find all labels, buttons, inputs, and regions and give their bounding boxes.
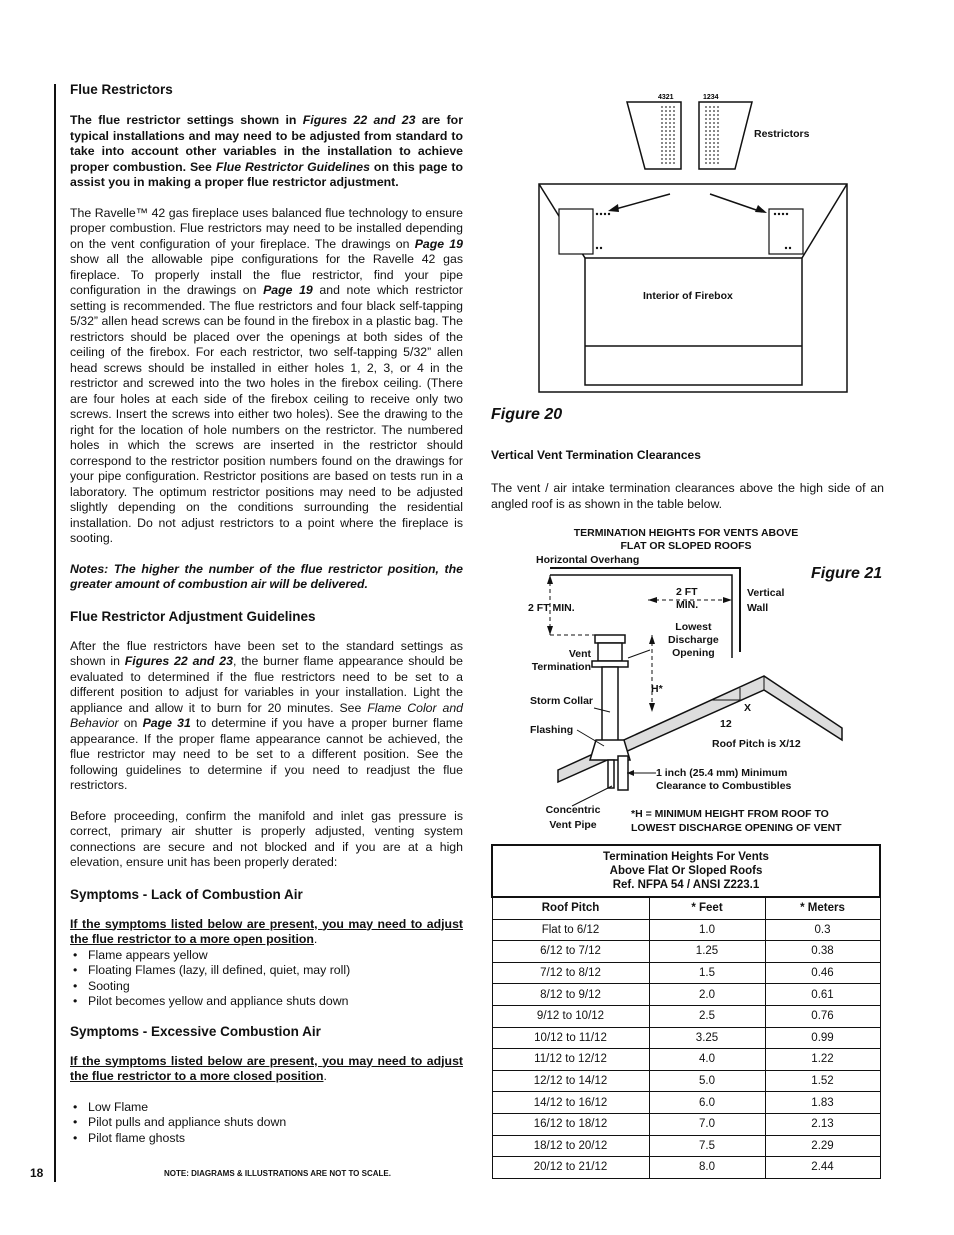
figure-21-label: Figure 21 [811,565,883,582]
table-row: 10/12 to 11/12 3.25 0.99 [492,1027,880,1049]
storm-collar-label: Storm Collar [530,695,594,707]
pitch-12-label: 12 [720,718,732,730]
firebox-interior [585,258,802,385]
list-item: • Sooting [70,979,463,995]
restrictor-right [699,102,752,169]
intro-paragraph: The flue restrictor settings shown in Figures 22 and 23 are for typical installations and may need to be adjusted from standard to take into account other variables in the installation to achieve proper combustion. See Flue Restrictor Guidelines on this page to assist you in making a proper flue restrictor adjustment. [70,113,464,189]
body-paragraph-2: After the flue restrictors have been set to the standard settings as shown in Figures 22 and 23, the burner flame appearance should be evaluated to determined if the flue restrictors need to be set to a different position to adjust for variables in your installation. Light the appliance and allow it to burn for 20 minutes. See Flame Color and Behavior on Page 31 to determine if you have a proper burner flame appearance. If the proper flame appearance cannot be achieved, the flue restrictor may need to be set to a different position. See the following guidelines to determine if you need to readjust the flue restrictors. [70,638,463,792]
page-number: 18 [30,1166,44,1180]
termination-heights-table [491,844,881,1179]
header-roof-pitch: Roof Pitch [492,897,649,919]
vent-termination-label: Vent Termination [531,648,591,673]
two-ft-min-top-label: 2 FT MIN. [676,586,699,611]
vertical-heading: Vertical Vent Termination Clearances [491,448,701,462]
margin-rule [54,84,56,1182]
list-item: • Flame appears yellow [70,948,463,964]
vertical-wall-label: Vertical Wall [747,587,785,614]
roof-pitch-label: Roof Pitch is X/12 [712,738,801,750]
table-row: 7/12 to 8/12 1.5 0.46 [492,962,880,984]
figure-21-title: TERMINATION HEIGHTS FOR VENTS ABOVE FLAT OR SLOPED ROOFS [573,527,799,552]
vertical-body: The vent / air intake termination clearances above the high side of an angled roof is as shown in the table below. [491,481,884,511]
restrictors-label: Restrictors [754,128,810,140]
footer-note: NOTE: DIAGRAMS & ILLUSTRATIONS ARE NOT TO SCALE. [164,1169,391,1178]
lack-instruction: If the symptoms listed below are present, you may need to adjust the flue restrictor to a more open position. [70,916,463,946]
table-row: 16/12 to 18/12 7.0 2.13 [492,1113,880,1135]
flashing-label: Flashing [530,724,574,736]
lack-symptom-list [70,948,463,1010]
notes-paragraph: Notes: The higher the number of the flue restrictor position, the greater amount of combustion air will be delivered. [70,561,463,591]
list-item: • Pilot pulls and appliance shuts down [70,1115,463,1131]
list-item: • Floating Flames (lazy, ill defined, quiet, may roll) [70,963,463,979]
table-header-row [492,897,880,919]
h-definition-note: *H = MINIMUM HEIGHT FROM ROOF TO LOWEST DISCHARGE OPENING OF VENT [631,808,842,834]
interior-firebox-label: Interior of Firebox [643,290,733,302]
table-row: Flat to 6/12 1.0 0.3 [492,919,880,941]
table-row: 9/12 to 10/12 2.5 0.76 [492,1005,880,1027]
header-feet: * Feet [649,897,765,919]
two-ft-min-left-label: 2 FT MIN. [528,602,575,614]
pitch-x-label: X [744,702,752,714]
restrictor-left-numbers: 4321 [658,94,674,101]
table-row: 14/12 to 16/12 6.0 1.83 [492,1092,880,1114]
figure-20-label: Figure 20 [491,406,563,423]
heading-excessive-combustion-air: Symptoms - Excessive Combustion Air [70,1023,321,1039]
table-row: 11/12 to 12/12 4.0 1.22 [492,1049,880,1071]
termination-heights-table-wrap [491,844,881,1179]
left-column [70,82,463,1146]
table-row: 18/12 to 20/12 7.5 2.29 [492,1135,880,1157]
body-paragraph-1: The Ravelle™ 42 gas fireplace uses balanced flue technology to ensure proper combustion. Flue restrictors may need to be installed depending on the vent configuration of your fireplace. The drawings on Page 19 show all the allowable pipe configurations for the Ravelle 42 gas fireplace. To properly install the flue restrictor, find your pipe configuration in the drawings on Page 19 and note which restrictor setting is recommended. The flue restrictors and four black self-tapping 5/32” allen head screws can be found in the firebox in a plastic bag. The restrictors should be placed over the openings at both sides of the ceiling of the firebox. For each restrictor, two self-tapping 5/32” allen head screws should be installed in either holes 1, 2, 3, or 4 in the restrictor and screwed into the two holes in the firebox ceiling. (There are four holes at each side of the firebox ceiling to receive only two screws. Insert the screws into either two holes). See the drawing to the right for the location of hole numbers on the restrictor. The numbered holes in which the screws are inserted in the restrictor should correspond to the restrictor position numbers found on the drawings for your pipe configuration. Restrictor positions are based on tests run in a laboratory. The optimum restrictor positions may need to be adjusted slightly depending on the conditions surrounding the residential installation. Do not adjust restrictors to a point where the fireplace is sooting. [70,205,463,545]
restrictor-right-numbers: 1234 [703,94,719,101]
header-meters: * Meters [765,897,880,919]
vent-cap [595,635,625,643]
figure-20-diagram [530,88,860,400]
heading-lack-combustion-air: Symptoms - Lack of Combustion Air [70,886,303,902]
table-row: 6/12 to 7/12 1.25 0.38 [492,941,880,963]
min-clearance-label: 1 inch (25.4 mm) Minimum Clearance to Combustibles [656,767,792,792]
heading-flue-restrictors: Flue Restrictors [70,82,173,97]
opening-left [559,209,593,254]
excess-symptom-list [70,1100,463,1147]
heading-adjustment-guidelines: Flue Restrictor Adjustment Guidelines [70,608,316,624]
table-row: 20/12 to 21/12 8.0 2.44 [492,1157,880,1179]
h-star-label: H* [651,683,663,695]
body-paragraph-3: Before proceeding, confirm the manifold and inlet gas pressure is correct, primary air shutter is properly adjusted, venting system connections are secure and not blocked and if you are at a high elevation, ensure unit has been properly derated: [70,808,463,869]
restrictor-left [627,102,681,169]
table-row: 12/12 to 14/12 5.0 1.52 [492,1070,880,1092]
vent-pipe [602,667,618,742]
list-item: • Low Flame [70,1100,463,1116]
lowest-discharge-label: Lowest Discharge Opening [668,621,719,659]
table-caption: Termination Heights For Vents Above Flat Or Sloped Roofs Ref. NFPA 54 / ANSI Z223.1 [492,845,880,897]
excess-instruction: If the symptoms listed below are present, you may need to adjust the flue restrictor to a more closed position. [70,1053,463,1083]
list-item: • Pilot becomes yellow and appliance shuts down [70,994,463,1010]
concentric-vent-pipe-label: Concentric Vent Pipe [545,804,601,831]
table-row: 8/12 to 9/12 2.0 0.61 [492,984,880,1006]
horizontal-overhang-label: Horizontal Overhang [536,554,640,566]
list-item: • Pilot flame ghosts [70,1131,463,1147]
